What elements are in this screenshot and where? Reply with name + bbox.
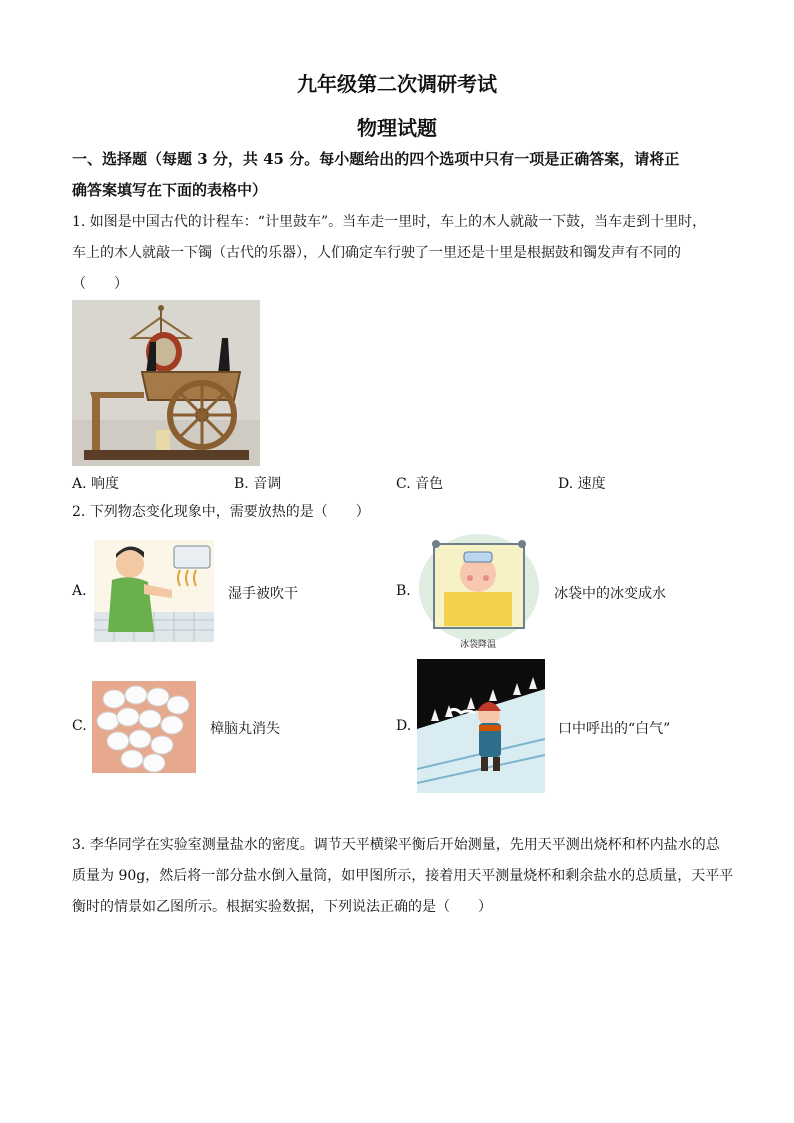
subject-title: 物理试题 — [357, 116, 437, 140]
question-1-line1: 1. 如图是中国古代的计程车：“计里鼓车”。当车走一里时，车上的木人就敲一下鼓，当车走到十里时， — [72, 214, 707, 230]
q2-option-a-letter: A. — [72, 583, 87, 599]
q1-option-d: D. 速度 — [558, 476, 606, 492]
question-1-line2: 车上的木人就敲一下镯（古代的乐器），人们确定车行驶了一里还是十里是根据鼓和镯发声有不同的 — [72, 245, 681, 261]
q2-option-c-letter: C. — [72, 718, 87, 734]
exam-title: 九年级第二次调研考试 — [297, 72, 497, 96]
ice-pack-image — [416, 532, 542, 650]
question-1-line3: （ ） — [72, 276, 128, 292]
mothballs-image — [92, 681, 196, 773]
q1-option-c: C. 音色 — [396, 476, 444, 492]
q2-option-b-text: 冰袋中的冰变成水 — [554, 586, 666, 602]
section-heading — [72, 144, 722, 206]
q1-option-a: A. 响度 — [72, 476, 120, 492]
q1-option-b: B. 音调 — [234, 476, 282, 492]
drum-cart-image — [72, 300, 260, 466]
question-2-stem: 2. 下列物态变化现象中，需要放热的是（ ） — [72, 504, 370, 520]
hand-dryer-illustration — [94, 540, 214, 642]
ice-pack-caption: 冰袋降温 — [459, 640, 496, 650]
question-3-line3: 衡时的情景如乙图所示。根据实验数据，下列说法正确的是（ ） — [72, 899, 492, 915]
question-3-stem — [72, 830, 734, 923]
section-heading-line2: 确答案填写在下面的表格中） — [72, 181, 268, 199]
question-3-line2: 质量为 90g，然后将一部分盐水倒入量筒，如甲图所示，接着用天平测量烧杯和剩余盐水的总质量，天平平 — [72, 868, 734, 884]
q2-option-d-letter: D. — [396, 718, 412, 734]
question-3-line1: 3. 李华同学在实验室测量盐水的密度。调节天平横梁平衡后开始测量，先用天平测出烧杯和杯内盐水的总 — [72, 837, 720, 853]
breath-vapor-illustration — [417, 659, 545, 793]
ice-pack-illustration — [416, 532, 542, 650]
q2-option-b-letter: B. — [396, 583, 411, 599]
breath-vapor-image — [417, 659, 545, 793]
q2-option-c-text: 樟脑丸消失 — [210, 721, 280, 737]
section-heading-line1: 一、选择题（每题 3 分，共 45 分。每小题给出的四个选项中只有一项是正确答案，请将正 — [72, 150, 680, 168]
drum-cart-illustration — [72, 300, 260, 466]
mothballs-illustration — [92, 681, 196, 773]
question-1-stem — [72, 207, 722, 300]
q2-option-d-text: 口中呼出的“白气” — [558, 721, 671, 737]
q2-option-a-text: 湿手被吹干 — [228, 586, 298, 602]
hand-dryer-image — [94, 540, 214, 642]
